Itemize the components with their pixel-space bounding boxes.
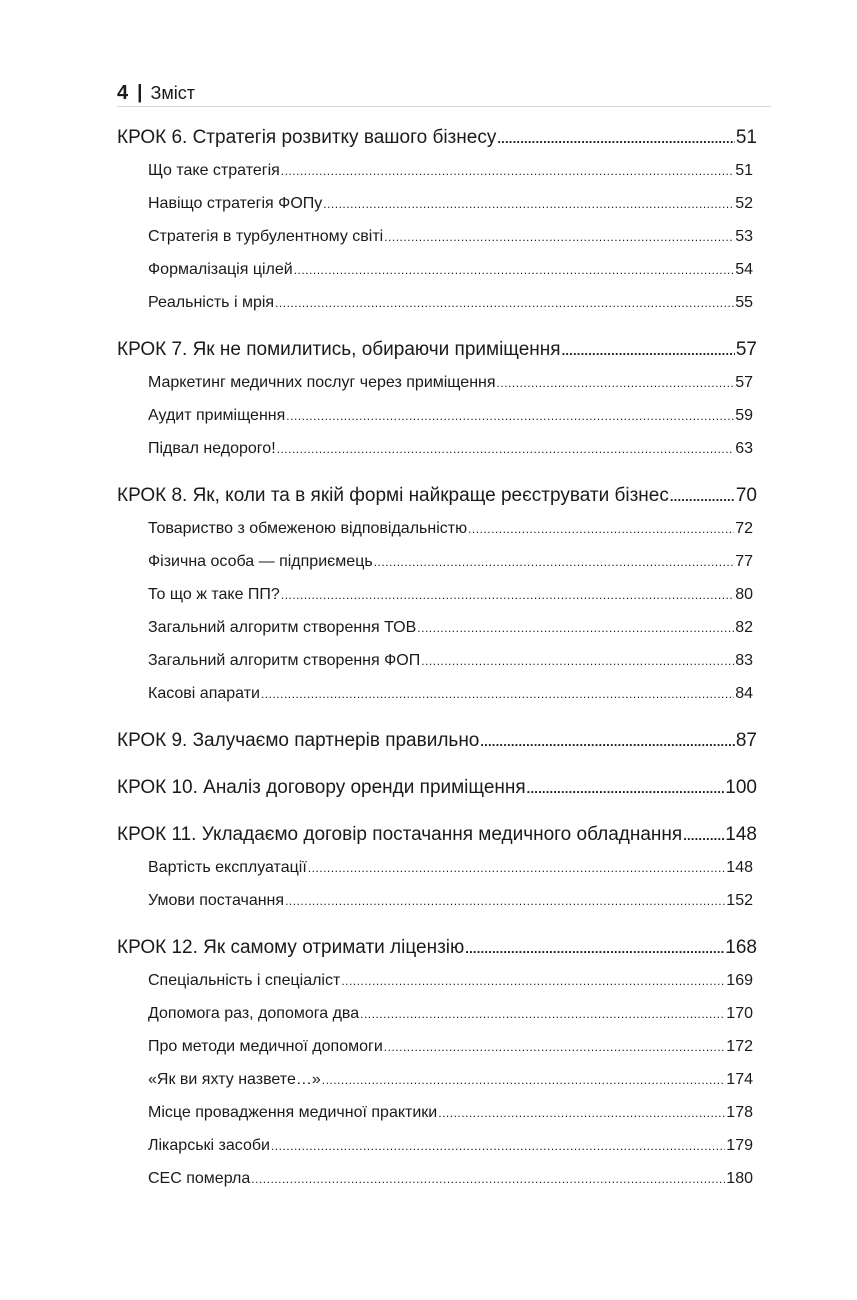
section-title: Зміст [150, 82, 195, 103]
section-page-number: 63 [735, 440, 753, 457]
dot-leader [562, 334, 735, 367]
toc-section-entry[interactable] [117, 512, 753, 545]
chapter-title: КРОК 8. Як, коли та в якій формі найкраще реєструвати бізнес [117, 485, 669, 506]
section-page-number: 170 [726, 1005, 753, 1022]
section-title: Вартість експлуатації [148, 859, 307, 876]
chapter-page-number: 168 [725, 937, 757, 958]
section-page-number: 174 [726, 1071, 753, 1088]
dot-leader [275, 287, 734, 320]
chapter-gap [117, 757, 757, 771]
toc-section-entry[interactable] [117, 1030, 753, 1063]
section-title: Фізична особа — підприємець [148, 553, 373, 570]
toc-section-entry[interactable] [117, 1129, 753, 1162]
section-page-number: 148 [726, 859, 753, 876]
chapter-title: КРОК 7. Як не помилитись, обираючи приміщення [117, 339, 561, 360]
dot-leader [497, 367, 735, 400]
dot-leader [374, 546, 735, 579]
chapter-page-number: 148 [725, 824, 757, 845]
section-page-number: 59 [735, 407, 753, 424]
section-page-number: 169 [726, 972, 753, 989]
toc-section-entry[interactable] [117, 644, 753, 677]
dot-leader [322, 1064, 726, 1097]
toc-section-entry[interactable] [117, 432, 753, 465]
section-page-number: 172 [726, 1038, 753, 1055]
chapter-title: КРОК 10. Аналіз договору оренди приміщення [117, 777, 526, 798]
toc-section-entry[interactable] [117, 997, 753, 1030]
dot-leader [308, 852, 726, 885]
section-title: Касові апарати [148, 685, 260, 702]
dot-leader [294, 254, 735, 287]
section-title: То що ж таке ПП? [148, 586, 280, 603]
toc-section-entry[interactable] [117, 286, 753, 319]
section-page-number: 77 [735, 553, 753, 570]
toc-section-entry[interactable] [117, 1096, 753, 1129]
toc-chapter-entry[interactable] [117, 771, 757, 804]
page-number: 4 [117, 81, 129, 104]
section-title: Загальний алгоритм створення ТОВ [148, 619, 417, 636]
chapter-page-number: 70 [735, 485, 757, 506]
section-page-number: 54 [735, 261, 753, 278]
dot-leader [323, 188, 734, 221]
section-page-number: 55 [735, 294, 753, 311]
section-page-number: 83 [735, 652, 753, 669]
toc-section-entry[interactable] [117, 578, 753, 611]
toc-section-entry[interactable] [117, 399, 753, 432]
toc-chapter-entry[interactable] [117, 121, 757, 154]
section-title: Формалізація цілей [148, 261, 293, 278]
chapter-title: КРОК 6. Стратегія розвитку вашого бізнесу [117, 127, 497, 148]
dot-leader [468, 513, 734, 546]
section-title: Підвал недорого! [148, 440, 276, 457]
section-title: Навіщо стратегія ФОПу [148, 195, 323, 212]
section-page-number: 53 [735, 228, 753, 245]
section-title: Про методи медичної допомоги [148, 1038, 383, 1055]
toc-section-entry[interactable] [117, 851, 753, 884]
dot-leader [670, 480, 735, 513]
dot-leader [527, 772, 725, 805]
section-title: Загальний алгоритм створення ФОП [148, 652, 421, 669]
running-header [117, 80, 771, 107]
dot-leader [286, 400, 734, 433]
dot-leader [384, 221, 734, 254]
dot-leader [480, 725, 734, 758]
section-page-number: 72 [735, 520, 753, 537]
toc-section-entry[interactable] [117, 884, 753, 917]
chapter-gap [117, 917, 757, 931]
dot-leader [285, 885, 725, 918]
section-page-number: 179 [726, 1137, 753, 1154]
section-page-number: 84 [735, 685, 753, 702]
dot-leader [421, 645, 734, 678]
toc-chapter-entry[interactable] [117, 479, 757, 512]
section-page-number: 51 [735, 162, 753, 179]
section-title: СЕС померла [148, 1170, 251, 1187]
section-page-number: 180 [726, 1170, 753, 1187]
section-page-number: 152 [726, 892, 753, 909]
header-separator: | [137, 82, 143, 103]
section-title: Умови постачання [148, 892, 285, 909]
dot-leader [271, 1130, 725, 1163]
chapter-page-number: 51 [735, 127, 757, 148]
section-title: Стратегія в турбулентному світі [148, 228, 384, 245]
dot-leader [465, 932, 724, 965]
dot-leader [384, 1031, 726, 1064]
toc-section-entry[interactable] [117, 611, 753, 644]
section-page-number: 82 [735, 619, 753, 636]
section-title: Маркетинг медичних послуг через приміщення [148, 374, 496, 391]
dot-leader [438, 1097, 725, 1130]
toc-section-entry[interactable] [117, 220, 753, 253]
dot-leader [683, 819, 724, 852]
section-page-number: 57 [735, 374, 753, 391]
toc-section-entry[interactable] [117, 154, 753, 187]
toc-section-entry[interactable] [117, 677, 753, 710]
section-title: Лікарські засоби [148, 1137, 270, 1154]
dot-leader [497, 122, 735, 155]
dot-leader [341, 965, 725, 998]
chapter-gap [117, 804, 757, 818]
toc-chapter-entry[interactable] [117, 818, 757, 851]
chapter-gap [117, 319, 757, 333]
dot-leader [281, 579, 734, 612]
chapter-title: КРОК 9. Залучаємо партнерів правильно [117, 730, 480, 751]
toc-section-entry[interactable] [117, 187, 753, 220]
section-title: Товариство з обмеженою відповідальністю [148, 520, 468, 537]
dot-leader [417, 612, 734, 645]
chapter-title: КРОК 11. Укладаємо договір постачання медичного обладнання [117, 824, 683, 845]
section-page-number: 80 [735, 586, 753, 603]
chapter-gap [117, 710, 757, 724]
toc-section-entry[interactable] [117, 366, 753, 399]
section-page-number: 178 [726, 1104, 753, 1121]
chapter-page-number: 100 [725, 777, 757, 798]
table-of-contents [117, 121, 757, 1195]
section-title: Що таке стратегія [148, 162, 280, 179]
dot-leader [251, 1163, 725, 1196]
section-title: Реальність і мрія [148, 294, 275, 311]
chapter-page-number: 87 [735, 730, 757, 751]
toc-chapter-entry[interactable] [117, 333, 757, 366]
chapter-page-number: 57 [735, 339, 757, 360]
toc-section-entry[interactable] [117, 1063, 753, 1096]
toc-section-entry[interactable] [117, 964, 753, 997]
chapter-title: КРОК 12. Як самому отримати ліцензію [117, 937, 465, 958]
section-title: Допомога раз, допомога два [148, 1005, 360, 1022]
dot-leader [261, 678, 734, 711]
section-title: Спеціальність і спеціаліст [148, 972, 341, 989]
dot-leader [277, 433, 735, 466]
section-title: «Як ви яхту назвете…» [148, 1071, 321, 1088]
section-title: Місце провадження медичної практики [148, 1104, 438, 1121]
section-page-number: 52 [735, 195, 753, 212]
dot-leader [281, 155, 734, 188]
dot-leader [360, 998, 725, 1031]
toc-section-entry[interactable] [117, 1162, 753, 1195]
toc-section-entry[interactable] [117, 545, 753, 578]
toc-chapter-entry[interactable] [117, 724, 757, 757]
toc-section-entry[interactable] [117, 253, 753, 286]
section-title: Аудит приміщення [148, 407, 286, 424]
toc-chapter-entry[interactable] [117, 931, 757, 964]
chapter-gap [117, 465, 757, 479]
